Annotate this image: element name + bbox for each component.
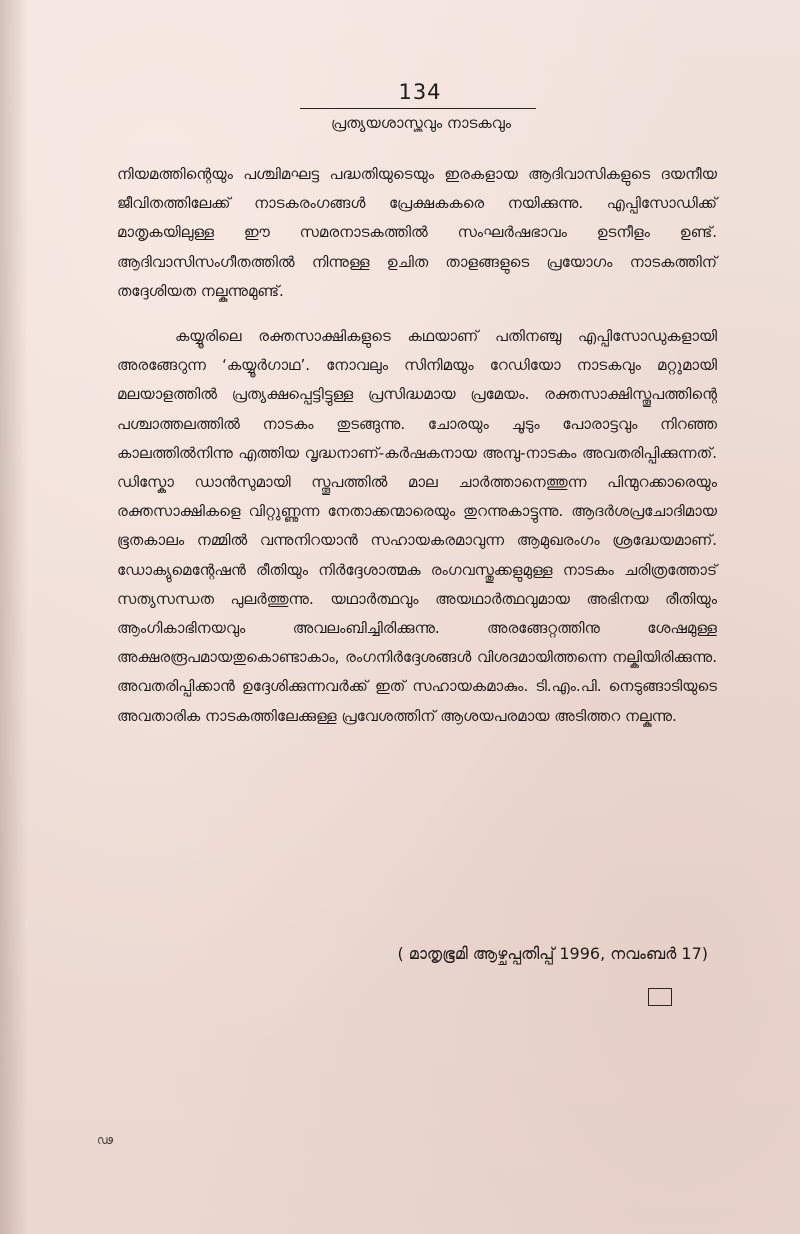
citation: ( മാതൃഭൂമി ആഴ്ചപ്പതിപ്പ് 1996, നവംബർ 17) — [397, 944, 708, 963]
page-gutter-shadow — [0, 0, 28, 1234]
paragraph-1: നിയമത്തിന്റെയും പശ്ചിമഘട്ട പദ്ധതിയുടെയും ഇരകളായ ആദിവാസികളുടെ ദയനീയ ജീവിതത്തിലേക്ക് നാടകരംഗങ്ങൾ പ്രേക്ഷകകരെ നയിക്കുന്നു. എപ്പിസോഡിക്ക് മാതൃകയിലുള്ള ഈ സമരനാടകത്തിൽ സംഘർഷഭാവം ഉടനീളം ഉണ്ട്. ആദിവാസിസംഗീതത്തിൽ നിന്നുള്ള ഉചിത താളങ്ങളുടെ പ്രയോഗം നാടകത്തിന് തദ്ദേശിയത നല്കുന്നുമുണ്ട്. — [117, 165, 717, 300]
paragraph-2: കയ്യൂരിലെ രക്തസാക്ഷികളുടെ കഥയാണ് പതിനഞ്ചു എപ്പിസോഡുകളായി അരങ്ങേറുന്ന ‘കയ്യൂർഗാഥ’. നോവലും സിനിമയും റേഡിയോ നാടകവും മറ്റുമായി മലയാളത്തിൽ പ്രത്യക്ഷപ്പെട്ടിട്ടുള്ള പ്രസിദ്ധമായ പ്രമേയം. രക്തസാക്ഷിസ്തൂപത്തിന്റെ പശ്ചാത്തലത്തിൽ നാടകം തുടങ്ങുന്നു. ചോരയും ചൂടും പോരാട്ടവും നിറഞ്ഞ കാലത്തിൽനിന്നു എത്തിയ വൃദ്ധനാണ്-കർഷകനായ അമ്പു-നാടകം അവതരിപ്പിക്കുന്നത്. ഡിസ്കോ ഡാൻസുമായി സ്തൂപത്തിൽ മാല ചാർത്താനെത്തുന്ന പിന്മുറക്കാരെയും രക്തസാക്ഷികളെ വിറ്റുണ്ണുന്ന നേതാക്കന്മാരെയും തുറന്നുകാട്ടുന്നു. ആദർശപ്രചോദിമായ ഭൂതകാലം നമ്മിൽ വന്നുനിറയാൻ സഹായകരമാവുന്ന ആമുഖരംഗം ശ്രദ്ധേയമാണ്. ഡോക്യുമെന്റേഷൻ രീതിയും നിർദ്ദേശാത്മക രംഗവസ്തുക്കളുമുള്ള നാടകം ചരിത്രത്തോട് സത്യസന്ധത പുലർത്തുന്നു. യഥാർത്ഥവും അയഥാർത്ഥവുമായ അഭിനയ രീതിയും ആംഗികാഭിനയവും അവലംബിച്ചിരിക്കുന്നു. അരങ്ങേറ്റത്തിനു ശേഷമുള്ള അക്ഷരരൂപമായതുകൊണ്ടാകാം, രംഗനിർദ്ദേശങ്ങൾ വിശദമായിത്തന്നെ നല്കിയിരിക്കുന്നു. അവതരിപ്പിക്കാൻ ഉദ്ദേശിക്കുന്നവർക്ക് ഇത് സഹായകമാകും. ടി.എം.പി. നെടുങ്ങാടിയുടെ അവതാരിക നാടകത്തിലേക്കുള്ള പ്രവേശത്തിന് ആശയപരമായ അടിത്തറ നല്കുന്നു. — [117, 327, 717, 725]
running-head: പ്രത്യയശാസ്ത്രവും നാടകവും — [330, 114, 512, 132]
page-number: 134 — [398, 80, 442, 104]
body-text — [117, 160, 717, 731]
footer-mark: ഢ — [97, 1133, 113, 1147]
header-rule — [300, 108, 536, 109]
end-of-article-box — [648, 988, 672, 1006]
